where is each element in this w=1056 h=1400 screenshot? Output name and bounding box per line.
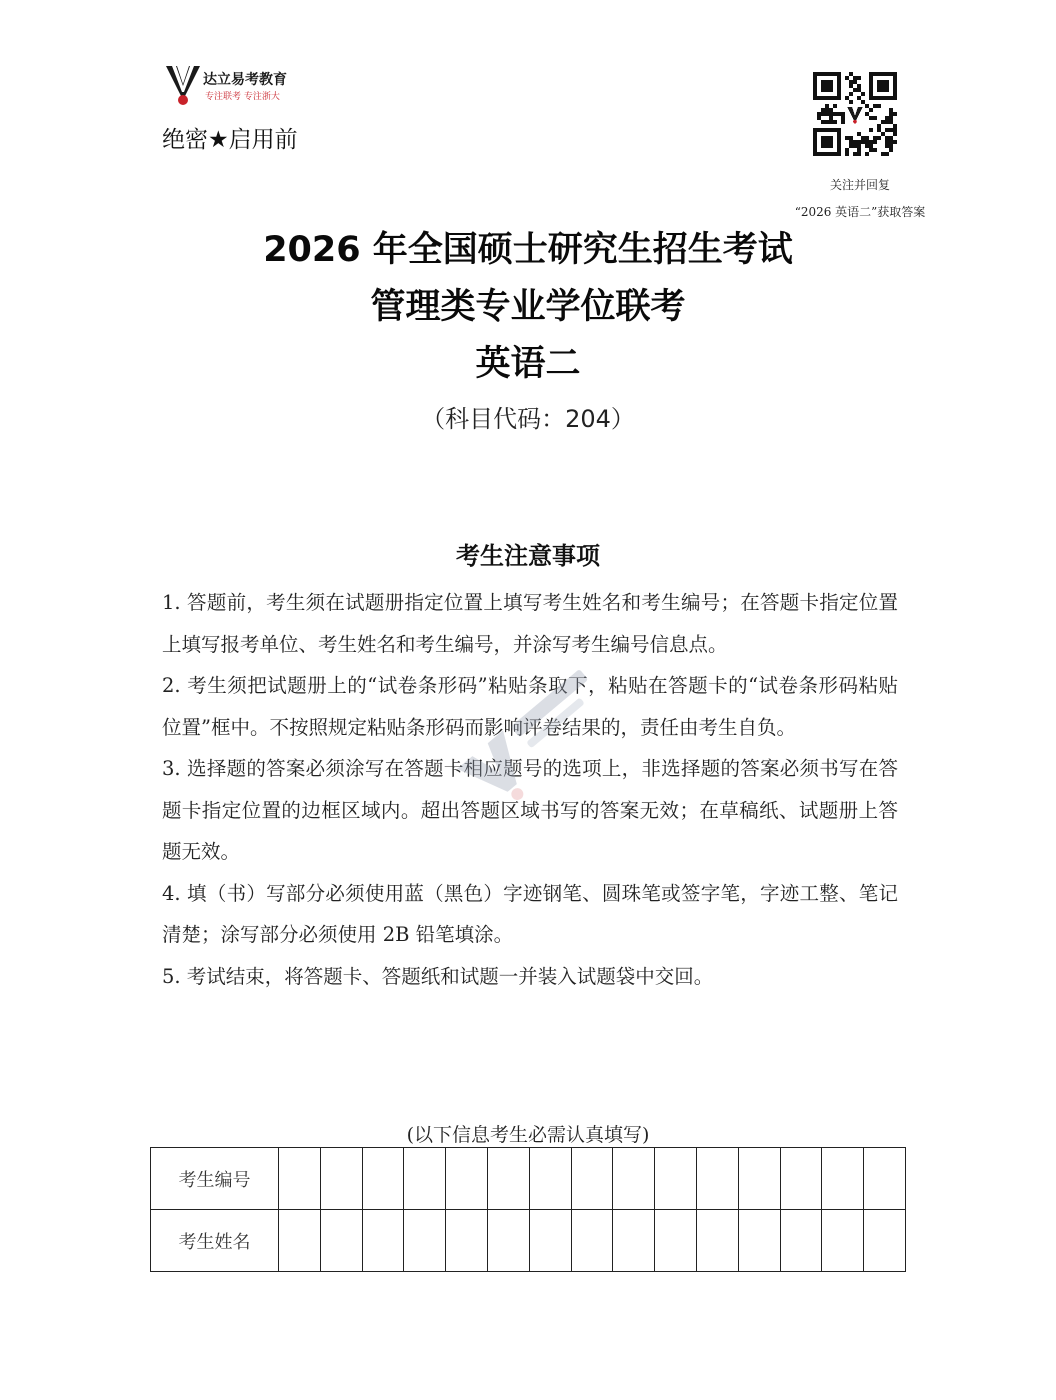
candidate-name-cell[interactable] <box>864 1210 906 1272</box>
qr-code-icon <box>813 72 897 156</box>
candidate-name-cell[interactable] <box>362 1210 404 1272</box>
candidate-name-cell[interactable] <box>279 1210 321 1272</box>
notice-item: 5. 考试结束，将答题卡、答题纸和试题一并装入试题袋中交回。 <box>162 964 714 988</box>
fill-note: (以下信息考生必需认真填写) <box>406 1124 650 1146</box>
qr-caption-line2: “2026 英语二”获取答案 <box>794 205 926 219</box>
candidate-number-label: 考生编号 <box>151 1148 279 1210</box>
exam-title <box>0 222 1056 439</box>
title-line-1: 2026 年全国硕士研究生招生考试 <box>263 230 793 270</box>
candidate-name-cell[interactable] <box>571 1210 613 1272</box>
candidate-name-cell[interactable] <box>738 1210 780 1272</box>
notice-item: 1. 答题前，考生须在试题册指定位置上填写考生姓名和考生编号；在答题卡指定位置上填写报考单位、考生姓名和考生编号，并涂写考生编号信息点。 <box>162 591 898 656</box>
candidate-number-cell[interactable] <box>320 1148 362 1210</box>
candidate-number-cell[interactable] <box>696 1148 738 1210</box>
candidate-number-cell[interactable] <box>780 1148 822 1210</box>
candidate-name-cell[interactable] <box>696 1210 738 1272</box>
brand-slogan: 专注联考 专注浙大 <box>205 92 280 102</box>
candidate-number-cell[interactable] <box>864 1148 906 1210</box>
notice-heading: 考生注意事项 <box>456 542 600 570</box>
candidate-name-cell[interactable] <box>404 1210 446 1272</box>
brand-logo <box>163 62 313 108</box>
candidate-number-cell[interactable] <box>613 1148 655 1210</box>
candidate-info-table <box>150 1147 906 1272</box>
notice-item: 4. 填（书）写部分必须使用蓝（黑色）字迹钢笔、圆珠笔或签字笔，字迹工整、笔记清楚；涂写部分必须使用 2B 铅笔填涂。 <box>162 881 898 946</box>
candidate-name-cell[interactable] <box>613 1210 655 1272</box>
title-line-3: 英语二 <box>475 344 581 384</box>
candidate-number-cell[interactable] <box>487 1148 529 1210</box>
candidate-name-cell[interactable] <box>529 1210 571 1272</box>
brand-emblem-icon <box>163 62 203 106</box>
candidate-number-cell[interactable] <box>446 1148 488 1210</box>
candidate-number-cell[interactable] <box>655 1148 697 1210</box>
candidate-name-cell[interactable] <box>487 1210 529 1272</box>
candidate-name-cell[interactable] <box>822 1210 864 1272</box>
notice-item: 2. 考生须把试题册上的“试卷条形码”粘贴条取下，粘贴在答题卡的“试卷条形码粘贴位置”框中。不按照规定粘贴条形码而影响评卷结果的，责任由考生自负。 <box>162 674 898 739</box>
qr-caption-line1: 关注并回复 <box>829 178 890 192</box>
candidate-number-cell[interactable] <box>404 1148 446 1210</box>
candidate-number-cell[interactable] <box>822 1148 864 1210</box>
qr-caption <box>760 172 960 226</box>
candidate-name-cell[interactable] <box>320 1210 362 1272</box>
watermark-logo-icon <box>428 654 628 804</box>
notice-item: 3. 选择题的答案必须涂写在答题卡相应题号的选项上，非选择题的答案必须书写在答题卡指定位置的边框区域内。超出答题区域书写的答案无效；在草稿纸、试题册上答题无效。 <box>162 757 898 863</box>
candidate-number-cell[interactable] <box>738 1148 780 1210</box>
secret-label: 绝密★启用前 <box>162 127 298 153</box>
candidate-name-cell[interactable] <box>446 1210 488 1272</box>
table-row <box>151 1210 906 1272</box>
candidate-number-cell[interactable] <box>362 1148 404 1210</box>
candidate-number-cell[interactable] <box>571 1148 613 1210</box>
title-line-2: 管理类专业学位联考 <box>370 287 686 327</box>
candidate-number-cell[interactable] <box>279 1148 321 1210</box>
candidate-name-label: 考生姓名 <box>151 1210 279 1272</box>
candidate-name-cell[interactable] <box>655 1210 697 1272</box>
brand-name: 达立易考教育 <box>203 72 287 88</box>
candidate-name-cell[interactable] <box>780 1210 822 1272</box>
table-row <box>151 1148 906 1210</box>
subject-code: （科目代码：204） <box>421 405 635 433</box>
candidate-number-cell[interactable] <box>529 1148 571 1210</box>
